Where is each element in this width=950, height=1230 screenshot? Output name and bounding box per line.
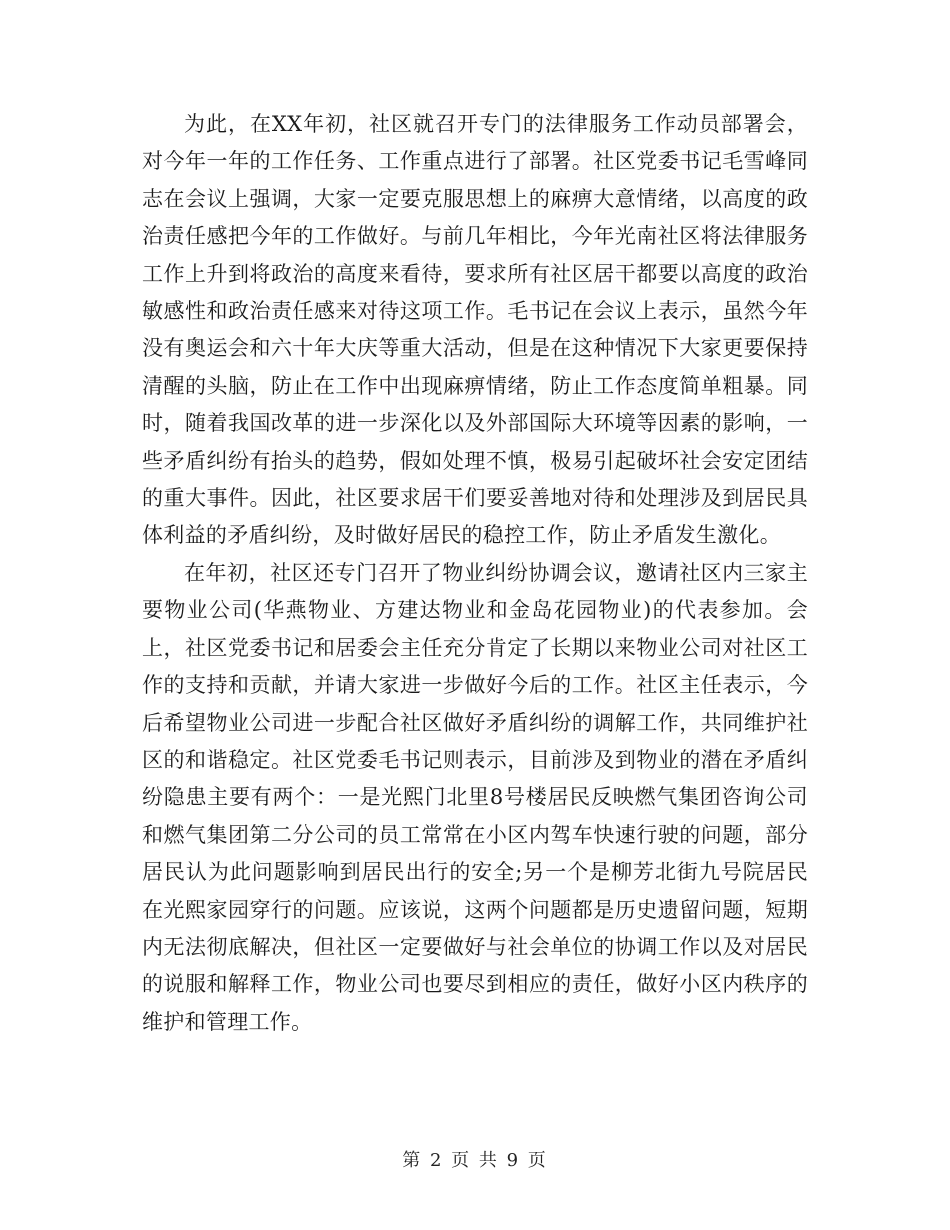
paragraph-2: 在年初，社区还专门召开了物业纠纷协调会议，邀请社区内三家主要物业公司(华燕物业、方建达物业和金岛花园物业)的代表参加。会上，社区党委书记和居委会主任充分肯定了长期以来物业公司对社区工作的支持和贡献，并请大家进一步做好今后的工作。社区主任表示，今后希望物业公司进一步配合社区做好矛盾纠纷的调解工作，共同维护社区的和谐稳定。社区党委毛书记则表示，目前涉及到物业的潜在矛盾纠纷隐患主要有两个：一是光熙门北里8号楼居民反映燃气集团咨询公司和燃气集团第二分公司的员工常常在小区内驾车快速行驶的问题，部分居民认为此问题影响到居民出行的安全;另一个是柳芳北街九号院居民在光熙家园穿行的问题。应该说，这两个问题都是历史遗留问题，短期内无法彻底解决，但社区一定要做好与社会单位的协调工作以及对居民的说服和解释工作，物业公司也要尽到相应的责任，做好小区内秩序的维护和管理工作。 xyxy=(142,560,808,1034)
paragraph-1: 为此，在XX年初，社区就召开专门的法律服务工作动员部署会，对今年一年的工作任务、工作重点进行了部署。社区党委书记毛雪峰同志在会议上强调，大家一定要克服思想上的麻痹大意情绪，以高度的政治责任感把今年的工作做好。与前几年相比，今年光南社区将法律服务工作上升到将政治的高度来看待，要求所有社区居干都要以高度的政治敏感性和政治责任感来对待这项工作。毛书记在会议上表示，虽然今年没有奥运会和六十年大庆等重大活动，但是在这种情况下大家更要保持清醒的头脑，防止在工作中出现麻痹情绪，防止工作态度简单粗暴。同时，随着我国改革的进一步深化以及外部国际大环境等因素的影响，一些矛盾纠纷有抬头的趋势，假如处理不慎，极易引起破坏社会安定团结的重大事件。因此，社区要求居干们要妥善地对待和处理涉及到居民具体利益的矛盾纠纷，及时做好居民的稳控工作，防止矛盾发生激化。 xyxy=(142,112,808,548)
page-footer: 第 2 页 共 9 页 xyxy=(402,1150,548,1171)
document-body xyxy=(142,106,808,1041)
